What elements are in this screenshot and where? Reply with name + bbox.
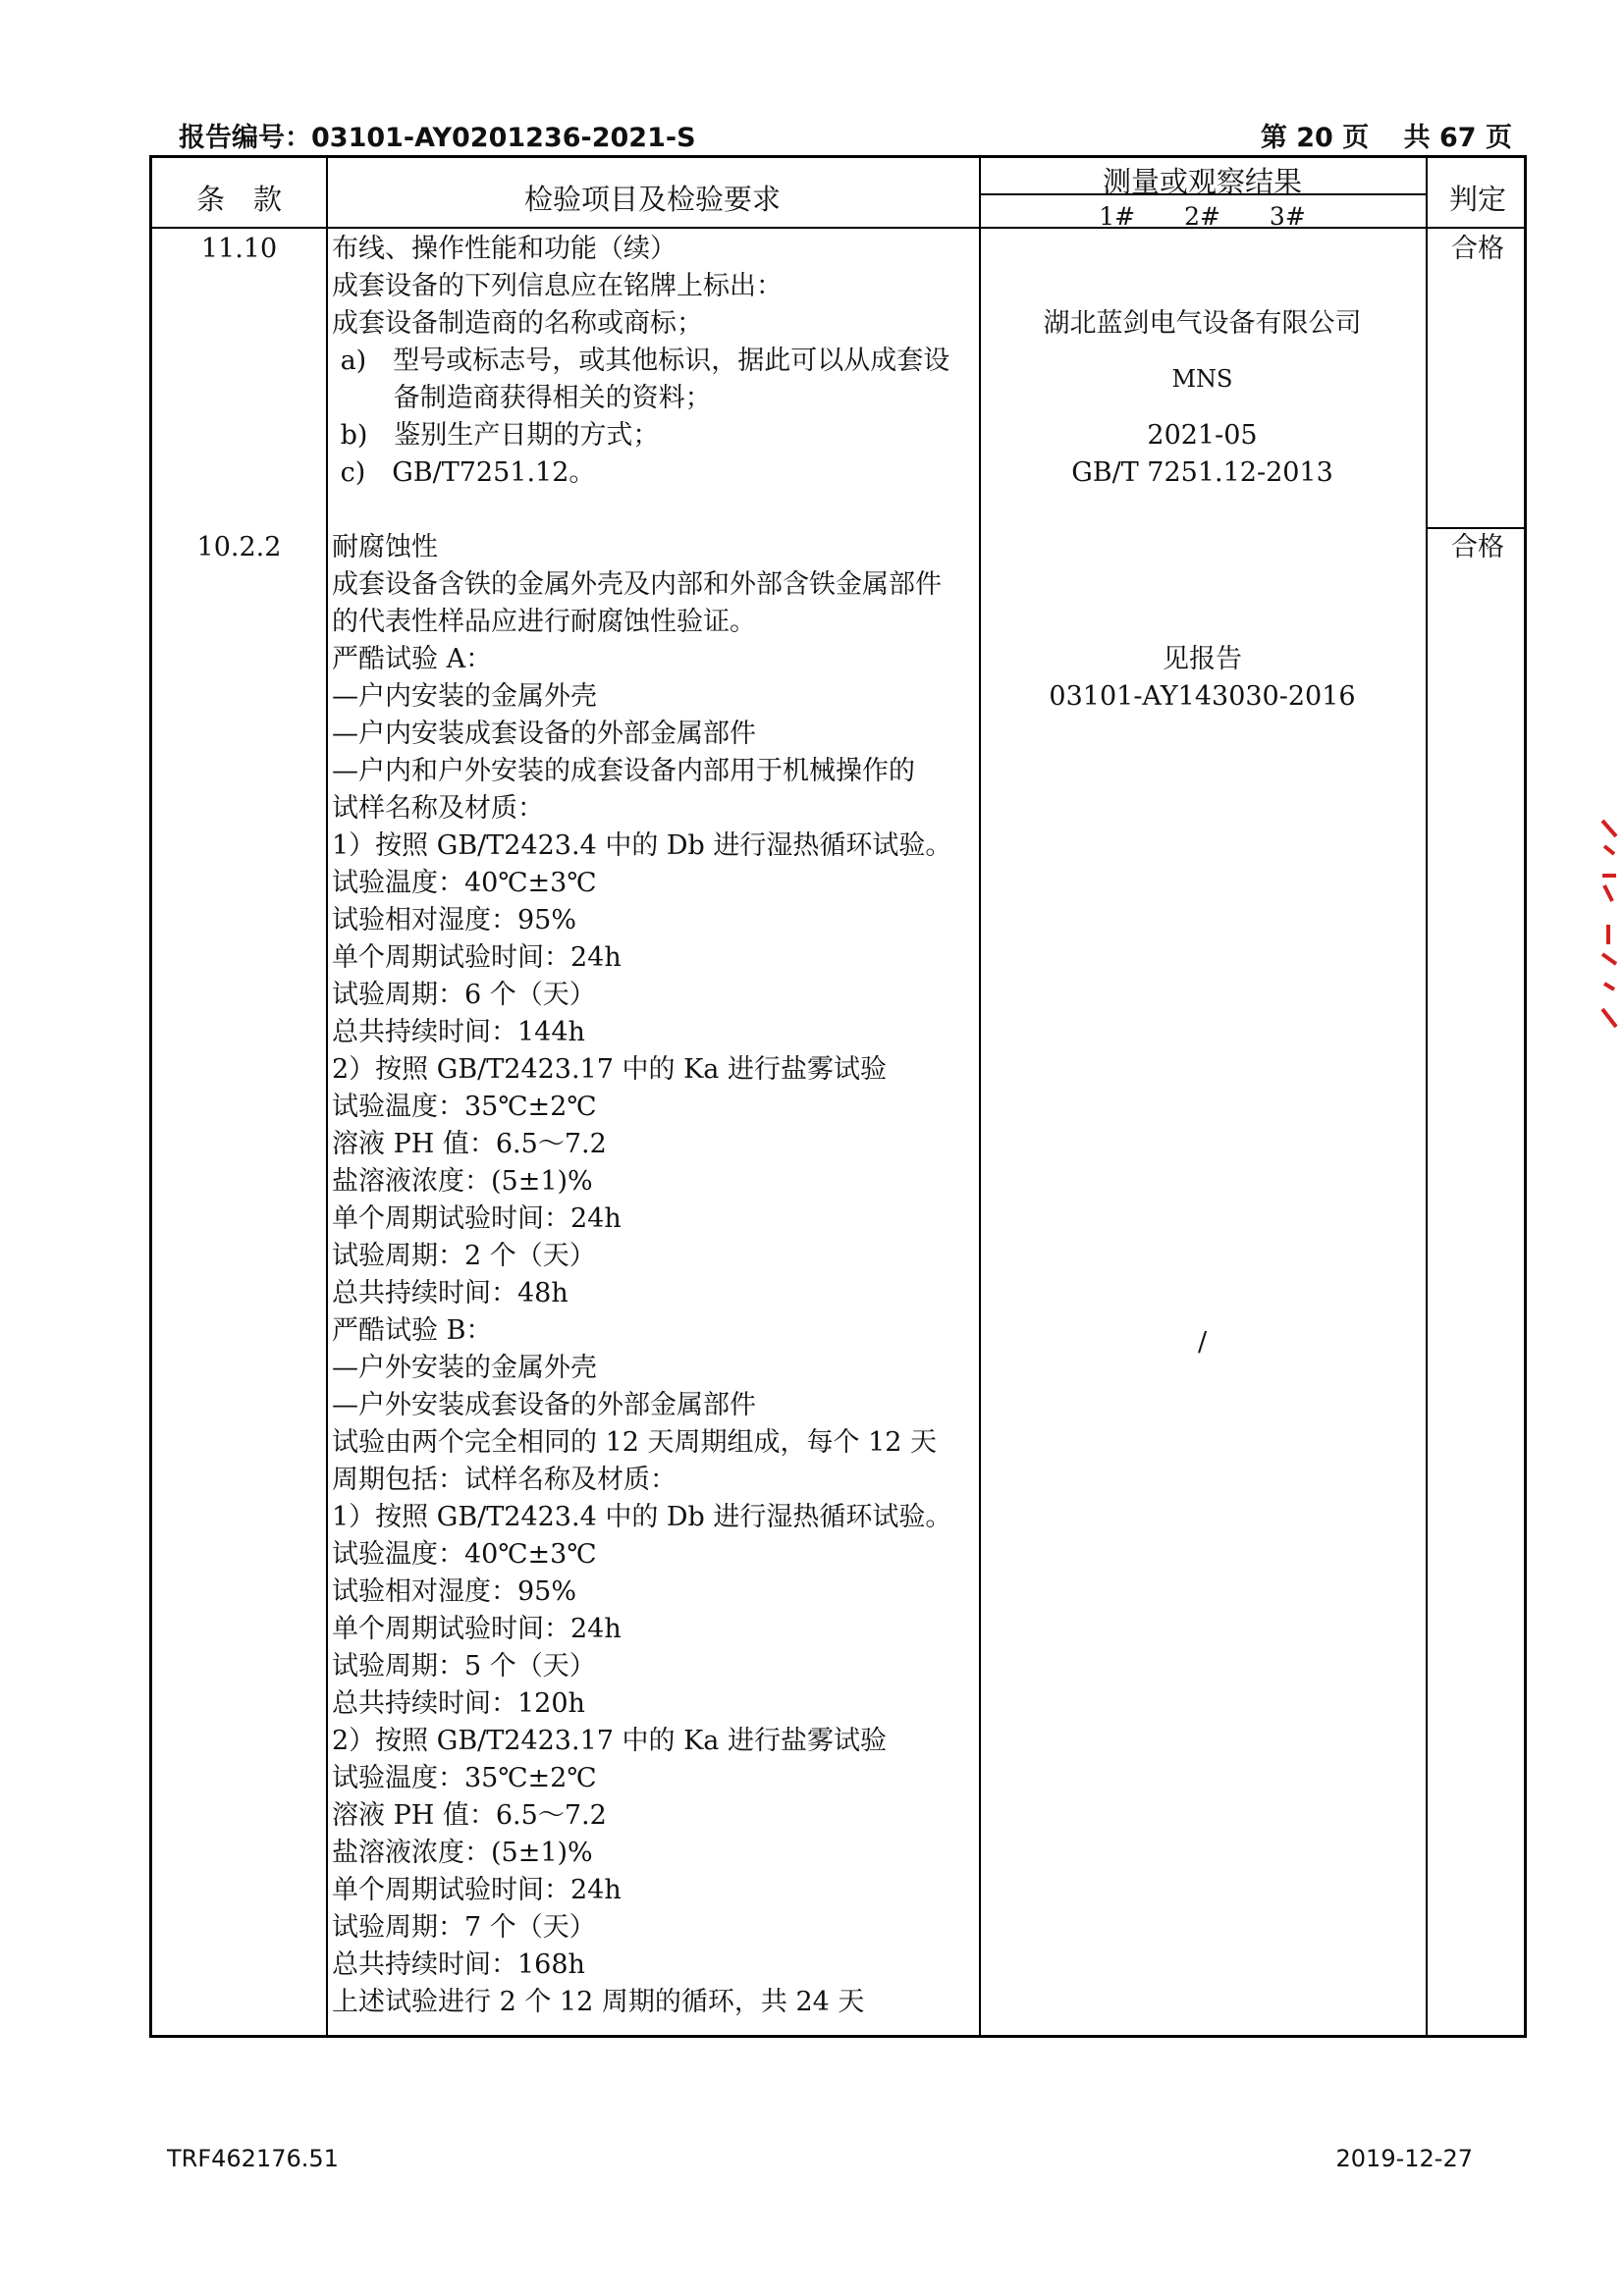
col-divider: [1426, 158, 1428, 2035]
requirement-line: 周期包括：试样名称及材质：: [332, 1465, 677, 1495]
row1-result-model: MNS: [1171, 365, 1233, 393]
requirement-line: 布线、操作性能和功能（续）: [332, 234, 677, 264]
row2-result-report-number: 03101-AY143030-2016: [1049, 681, 1356, 712]
col-header-samples: 1# 2# 3#: [1099, 202, 1306, 231]
requirement-line: 耐腐蚀性: [332, 532, 438, 562]
requirement-line: 成套设备制造商的名称或商标；: [332, 308, 703, 339]
requirement-line: 试验温度：40℃±3℃: [332, 1539, 597, 1570]
requirement-line: 上述试验进行 2 个 12 周期的循环，共 24 天: [332, 1987, 865, 2017]
page-number: 第 20 页: [1260, 123, 1370, 153]
requirement-line: 成套设备的下列信息应在铭牌上标出：: [332, 271, 783, 301]
requirement-line: 盐溶液浓度：(5±1)%: [332, 1166, 593, 1197]
requirement-line: —户外安装成套设备的外部金属部件: [332, 1390, 756, 1420]
page-info: [1235, 116, 1512, 154]
inspection-table: [149, 155, 1527, 2038]
requirement-line: c) GB/T7251.12。: [332, 457, 596, 488]
requirement-line: —户内安装的金属外壳: [332, 681, 597, 712]
requirement-line: 1）按照 GB/T2423.4 中的 Db 进行湿热循环试验。: [332, 830, 952, 861]
row1-result-manufacturer: 湖北蓝剑电气设备有限公司: [1043, 308, 1362, 339]
requirement-line: 2）按照 GB/T2423.17 中的 Ka 进行盐雾试验: [332, 1726, 887, 1756]
requirement-line: 试验由两个完全相同的 12 天周期组成，每个 12 天: [332, 1427, 938, 1458]
requirement-line: 2）按照 GB/T2423.17 中的 Ka 进行盐雾试验: [332, 1054, 887, 1085]
row2-result-see-report: 见报告: [1163, 644, 1242, 674]
col-header-item: 检验项目及检验要求: [523, 183, 781, 216]
requirement-line: 严酷试验 B：: [332, 1315, 493, 1346]
col-divider: [326, 158, 328, 2035]
requirement-line: —户内和户外安装的成套设备内部用于机械操作的: [332, 756, 915, 786]
requirement-line: 试验相对湿度：95%: [332, 905, 577, 935]
requirement-line: a) 型号或标志号，或其他标识，据此可以从成套设: [332, 346, 950, 376]
issue-date: 2019-12-27: [1335, 2145, 1473, 2172]
requirement-line: 的代表性样品应进行耐腐蚀性验证。: [332, 607, 756, 637]
requirement-line: 单个周期试验时间：24h: [332, 1875, 622, 1905]
requirement-line: 试验周期：7 个（天）: [332, 1912, 596, 1943]
requirement-line: 单个周期试验时间：24h: [332, 1203, 622, 1234]
requirement-line: 成套设备含铁的金属外壳及内部和外部含铁金属部件: [332, 569, 942, 600]
requirement-line: 总共持续时间：120h: [332, 1688, 585, 1719]
row2-result-severity-b: /: [1197, 1327, 1208, 1358]
requirement-line: 试验温度：35℃±2℃: [332, 1763, 597, 1793]
requirement-line: 盐溶液浓度：(5±1)%: [332, 1838, 593, 1868]
seal-stamp: [1598, 817, 1620, 1033]
requirement-line: 试验周期：5 个（天）: [332, 1651, 596, 1682]
col-header-measure: 测量或观察结果: [1102, 165, 1302, 198]
requirement-line: 1）按照 GB/T2423.4 中的 Db 进行湿热循环试验。: [332, 1502, 952, 1532]
row1-verdict: 合格: [1451, 234, 1504, 264]
requirement-line: 试样名称及材质：: [332, 793, 544, 824]
row1-requirements: [332, 231, 949, 492]
requirement-line: 试验相对湿度：95%: [332, 1576, 577, 1607]
requirement-line: 备制造商获得相关的资料；: [332, 383, 712, 413]
form-number: TRF462176.51: [167, 2145, 339, 2172]
report-number: 报告编号：03101-AY0201236-2021-S: [179, 123, 696, 153]
col-header-verdict: 判定: [1448, 183, 1506, 216]
requirement-line: 试验周期：6 个（天）: [332, 980, 596, 1010]
requirement-line: 严酷试验 A：: [332, 644, 493, 674]
requirement-line: 溶液 PH 值：6.5～7.2: [332, 1129, 607, 1159]
row2-requirements: [332, 529, 951, 2021]
col-header-clause: 条 款: [195, 183, 282, 216]
requirement-line: 单个周期试验时间：24h: [332, 942, 622, 973]
row2-clause: 10.2.2: [196, 532, 282, 562]
page-total: 共 67 页: [1403, 123, 1512, 153]
requirement-line: 试验温度：40℃±3℃: [332, 868, 597, 898]
row1-result-date: 2021-05: [1147, 420, 1258, 451]
requirement-line: 总共持续时间：48h: [332, 1278, 568, 1308]
row1-clause: 11.10: [200, 234, 278, 264]
requirement-line: 试验周期：2 个（天）: [332, 1241, 596, 1271]
requirement-line: —户外安装的金属外壳: [332, 1353, 597, 1383]
requirement-line: 溶液 PH 值：6.5～7.2: [332, 1800, 607, 1831]
requirement-line: 试验温度：35℃±2℃: [332, 1092, 597, 1122]
requirement-line: 单个周期试验时间：24h: [332, 1614, 622, 1644]
row1-result-standard: GB/T 7251.12-2013: [1071, 457, 1333, 488]
requirement-line: 总共持续时间：168h: [332, 1949, 585, 1980]
requirement-line: —户内安装成套设备的外部金属部件: [332, 719, 756, 749]
requirement-line: b) 鉴别生产日期的方式；: [332, 420, 660, 451]
requirement-line: 总共持续时间：144h: [332, 1017, 585, 1047]
row2-verdict: 合格: [1451, 532, 1504, 562]
